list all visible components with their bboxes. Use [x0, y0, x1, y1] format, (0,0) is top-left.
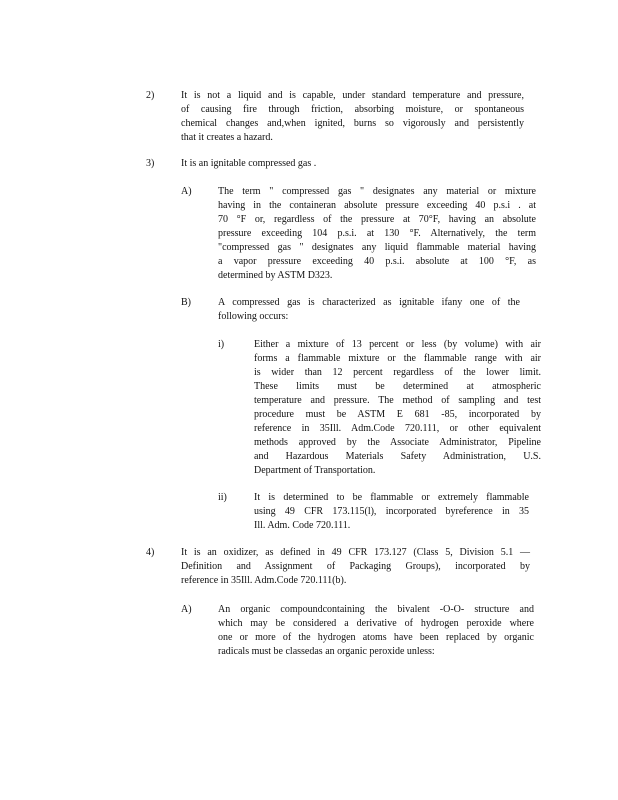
text-line: which may be considered a derivative of hydrogen peroxide where	[218, 618, 534, 629]
text-line: following occurs:	[218, 311, 289, 322]
paragraph-item-3b	[218, 296, 520, 324]
text-line: reference in 35Ill. Adm.Code 720.111, or other equivalent	[254, 423, 541, 434]
paragraph-item-3a	[218, 185, 536, 283]
text-line: The term " compressed gas " designates any material or mixture	[218, 186, 536, 197]
text-line: determined by ASTM D323.	[218, 270, 333, 281]
text-line: Either a mixture of 13 percent or less (by volume) with air	[254, 339, 541, 350]
text-line: temperature and pressure. The method of sampling and test	[254, 395, 541, 406]
text-line: that it creates a hazard.	[181, 132, 273, 143]
item-marker: i)	[218, 339, 225, 350]
item-marker: A)	[181, 604, 192, 615]
text-line: reference in 35Ill. Adm.Code 720.111(b).	[181, 575, 347, 586]
item-marker: 3)	[146, 158, 155, 169]
text-line: Definition and Assignment of Packaging Groups), incorporated by	[181, 561, 530, 572]
text-line: Ill. Adm. Code 720.111.	[254, 520, 351, 531]
text-line: It is an ignitable compressed gas .	[181, 158, 317, 169]
text-line: having in the containeran absolute pressure exceeding 40 p.s.i . at	[218, 200, 536, 211]
text-line: 70 °F or, regardless of the pressure at 70°F, having an absolute	[218, 214, 536, 225]
text-line: It is determined to be flammable or extremely flammable	[254, 492, 529, 503]
text-line: An organic compoundcontaining the bivalent -O-O- structure and	[218, 604, 534, 615]
paragraph-item-3	[181, 157, 524, 171]
text-line: and Hazardous Materials Safety Administration, U.S.	[254, 451, 541, 462]
text-line: These limits must be determined at atmospheric	[254, 381, 541, 392]
text-line: using 49 CFR 173.115(l), incorporated byreference in 35	[254, 506, 529, 517]
text-line: A compressed gas is characterized as ignitable ifany one of the	[218, 297, 520, 308]
text-line: Department of Transportation.	[254, 465, 376, 476]
paragraph-item-2	[181, 89, 524, 145]
item-marker: 4)	[146, 547, 155, 558]
item-marker: A)	[181, 186, 192, 197]
text-line: radicals must be classedas an organic peroxide unless:	[218, 646, 435, 657]
paragraph-item-4	[181, 546, 530, 588]
item-marker: B)	[181, 297, 191, 308]
paragraph-item-3b-i	[254, 338, 541, 478]
item-marker: 2)	[146, 90, 155, 101]
text-line: chemical changes and,when ignited, burns so vigorously and persistently	[181, 118, 524, 129]
text-line: procedure must be ASTM E 681 -85, incorporated by	[254, 409, 541, 420]
text-line: It is not a liquid and is capable, under standard temperature and pressure,	[181, 90, 524, 101]
text-line: It is an oxidizer, as defined in 49 CFR 173.127 (Class 5, Division 5.1 —	[181, 547, 530, 558]
text-line: a vapor pressure exceeding 40 p.s.i. absolute at 100 °F, as	[218, 256, 536, 267]
text-line: one or more of the hydrogen atoms have been replaced by organic	[218, 632, 534, 643]
paragraph-item-4a	[218, 603, 534, 659]
paragraph-item-3b-ii	[254, 491, 529, 533]
text-line: "compressed gas " designates any liquid flammable material having	[218, 242, 536, 253]
text-line: is wider than 12 percent regardless of the lower limit.	[254, 367, 541, 378]
text-line: methods approved by the Associate Administrator, Pipeline	[254, 437, 541, 448]
item-marker: ii)	[218, 492, 227, 503]
text-line: forms a flammable mixture or the flammable range with air	[254, 353, 541, 364]
text-line: of causing fire through friction, absorbing moisture, or spontaneous	[181, 104, 524, 115]
text-line: pressure exceeding 104 p.s.i. at 130 °F. Alternatively, the term	[218, 228, 536, 239]
